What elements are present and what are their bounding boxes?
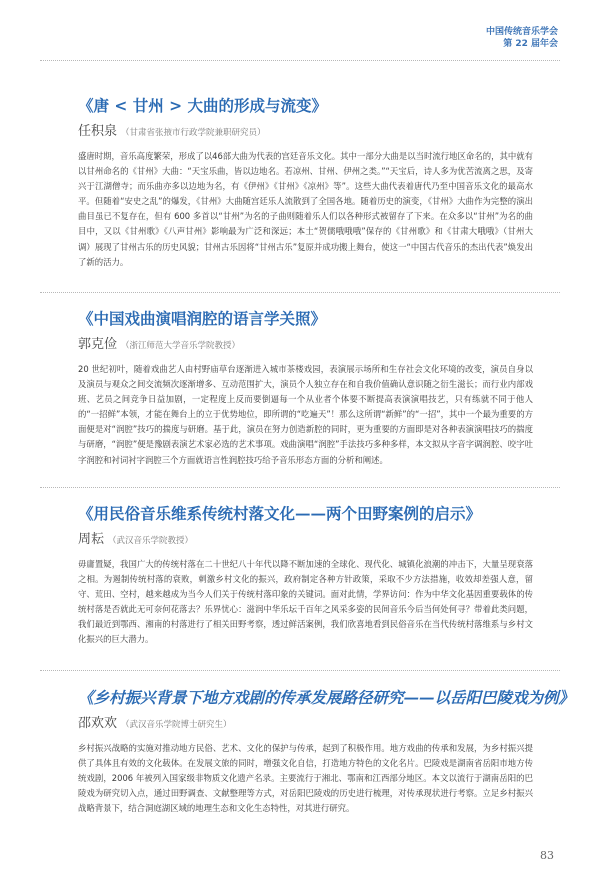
article-title: 《中国戏曲演唱润腔的语言学关照》 bbox=[78, 309, 327, 328]
article-title: 《乡村振兴背景下地方戏剧的传承发展路径研究——以岳阳巴陵戏为例》 bbox=[78, 688, 575, 707]
author-affiliation: （武汉音乐学院博士研究生） bbox=[121, 720, 232, 730]
article-title: 《用民俗音乐维系传统村落文化——两个田野案例的启示》 bbox=[78, 504, 482, 523]
author-name: 邵欢欢 bbox=[78, 716, 118, 731]
author-line bbox=[78, 123, 533, 141]
page-header bbox=[486, 26, 558, 50]
article-4 bbox=[78, 688, 575, 825]
divider bbox=[40, 292, 560, 293]
divider bbox=[40, 670, 560, 671]
article-1 bbox=[78, 96, 533, 278]
divider bbox=[40, 60, 560, 61]
author-name: 任积泉 bbox=[78, 124, 118, 139]
article-abstract: 20 世纪初叶，随着戏曲艺人由村野庙草台逐渐进入城市茶楼戏园，表演展示场所和生存社会文化环境的改变，演员自身以及演员与观众之间交流频次逐渐增多、互动范围扩大，演员个人独立存在和自我价值确认意识随之衍生滋长；而行业内部戏班、艺员之间竞争日益加剧，一定程度上反而要倒逼每一个从业者个体要不断提高表演演唱技艺，只有练就不同于他人的“一招鲜”本领，才能在舞台上的立于优势地位，即所谓的“吃遍天”！那么这所谓“新鲜”的“一招”，其中一个最为重要的方面便是对“润腔”技巧的揣度与研磨。基于此，演员在努力创造新腔的同时，更为重要的方面即是对各种表演演唱技巧的揣度与研磨，“润腔”便是豫剧表演艺术家必选的艺术事项。戏曲演唱“润腔”手法技巧多种多样，本文拟从字音字调润腔、咬字吐字润腔和衬词衬字润腔三个方面就语言性润腔技巧给予音乐形态方面的分析和阐述。 bbox=[78, 364, 533, 465]
article-abstract: 毋庸置疑，我国广大的传统村落在二十世纪八十年代以降不断加速的全球化、现代化、城镇化浪潮的冲击下，大量呈现衰落之相。为遏制传统村落的衰败，刺激乡村文化的振兴，政府制定各种方针政策，采取不少方法措施，收效却差强人意，留守、荒田、空村，越来越成为当今人们关于传统村落印象的关键词。面对此情，学界访问：作为中华文化基因重要载体的传统村落是否就此无可奈何花落去？乐界忧心：滋润中华乐坛千百年之风采多姿的民间音乐今后当何处何寻？带着此类问题，我们最近到鄂西、湘南的村落进行了相关田野考察，透过鲜活案例，我们欣喜地看到民俗音乐在当代传统村落维系与乡村文化振兴的巨大潜力。 bbox=[78, 559, 533, 645]
author-line bbox=[78, 531, 533, 549]
header-society: 中国传统音乐学会 bbox=[485, 27, 558, 37]
author-affiliation: （武汉音乐学院教授） bbox=[108, 536, 194, 546]
article-title: 《唐 < 甘州 > 大曲的形成与流变》 bbox=[78, 96, 328, 115]
article-abstract: 盛唐时期，音乐高度繁荣，形成了以46部大曲为代表的宫廷音乐文化。其中一部分大曲是以当时流行地区命名的，其中就有以甘州命名的《甘州》大曲：“天宝乐曲，皆以边地名。若凉州、甘州、伊州之类。”“天宝后，诗人多为优苦流离之思，及寄兴于江湖僧寺；而乐曲亦多以边地为名，有《伊州》《甘州》《凉州》等”。这些大曲代表着唐代乃至中国音乐文化的最高水平。但随着“安史之乱”的爆发，《甘州》大曲随宫廷乐人流散到了全国各地。随着历史的演变，《甘州》大曲作为完整的演出曲目虽已不复存在，但有 600 多首以“甘州”为名的子曲则随着乐人们以各种形式被留存了下来。在众多以“甘州”为名的曲目中，又以《甘州歌》《八声甘州》影响最为广泛和深远；本土“贺儒哦哦哦”保存的《甘州歌》和《甘肃大哦哦》（甘州大调）展现了甘州古乐的历史风貌；甘州古乐因将“甘州古乐”复原并成功搬上舞台，使这一“中国古代音乐的杰出代表”焕发出了新的活力。 bbox=[78, 151, 533, 267]
article-2 bbox=[78, 309, 533, 476]
author-affiliation: （浙江师范大学音乐学院教授） bbox=[121, 341, 241, 351]
author-line bbox=[78, 336, 533, 354]
header-meeting: 第 22 届年会 bbox=[503, 39, 558, 49]
article-3 bbox=[78, 504, 533, 656]
author-line bbox=[78, 715, 533, 733]
page-number: 83 bbox=[540, 849, 554, 862]
author-name: 郭克俭 bbox=[78, 337, 118, 352]
divider bbox=[40, 487, 560, 488]
author-name: 周耘 bbox=[78, 532, 105, 547]
article-abstract: 乡村振兴战略的实施对推动地方民俗、艺术、文化的保护与传承，起到了积极作用。地方戏曲的传承和发展，为乡村振兴提供了具体且有效的文化载体。在发展文旅的同时，增强文化自信，打造地方特色的文化名片。巴陵戏是湖南省岳阳市地方传统戏剧，2006 年被列入国家级非物质文化遗产名录。主要流行于湘北、鄂南和江西部分地区。本文以流行于湖南岳阳的巴陵戏为研究切入点，通过田野调查、文献整理等方式，对岳阳巴陵戏的历史进行梳理，对传承现状进行考察。立足乡村振兴战略背景下，结合洞庭湖区域的地理生态和文化生态特性，对其进行研究。 bbox=[78, 743, 533, 814]
author-affiliation: （甘肃省张掖市行政学院兼职研究员） bbox=[121, 128, 266, 138]
